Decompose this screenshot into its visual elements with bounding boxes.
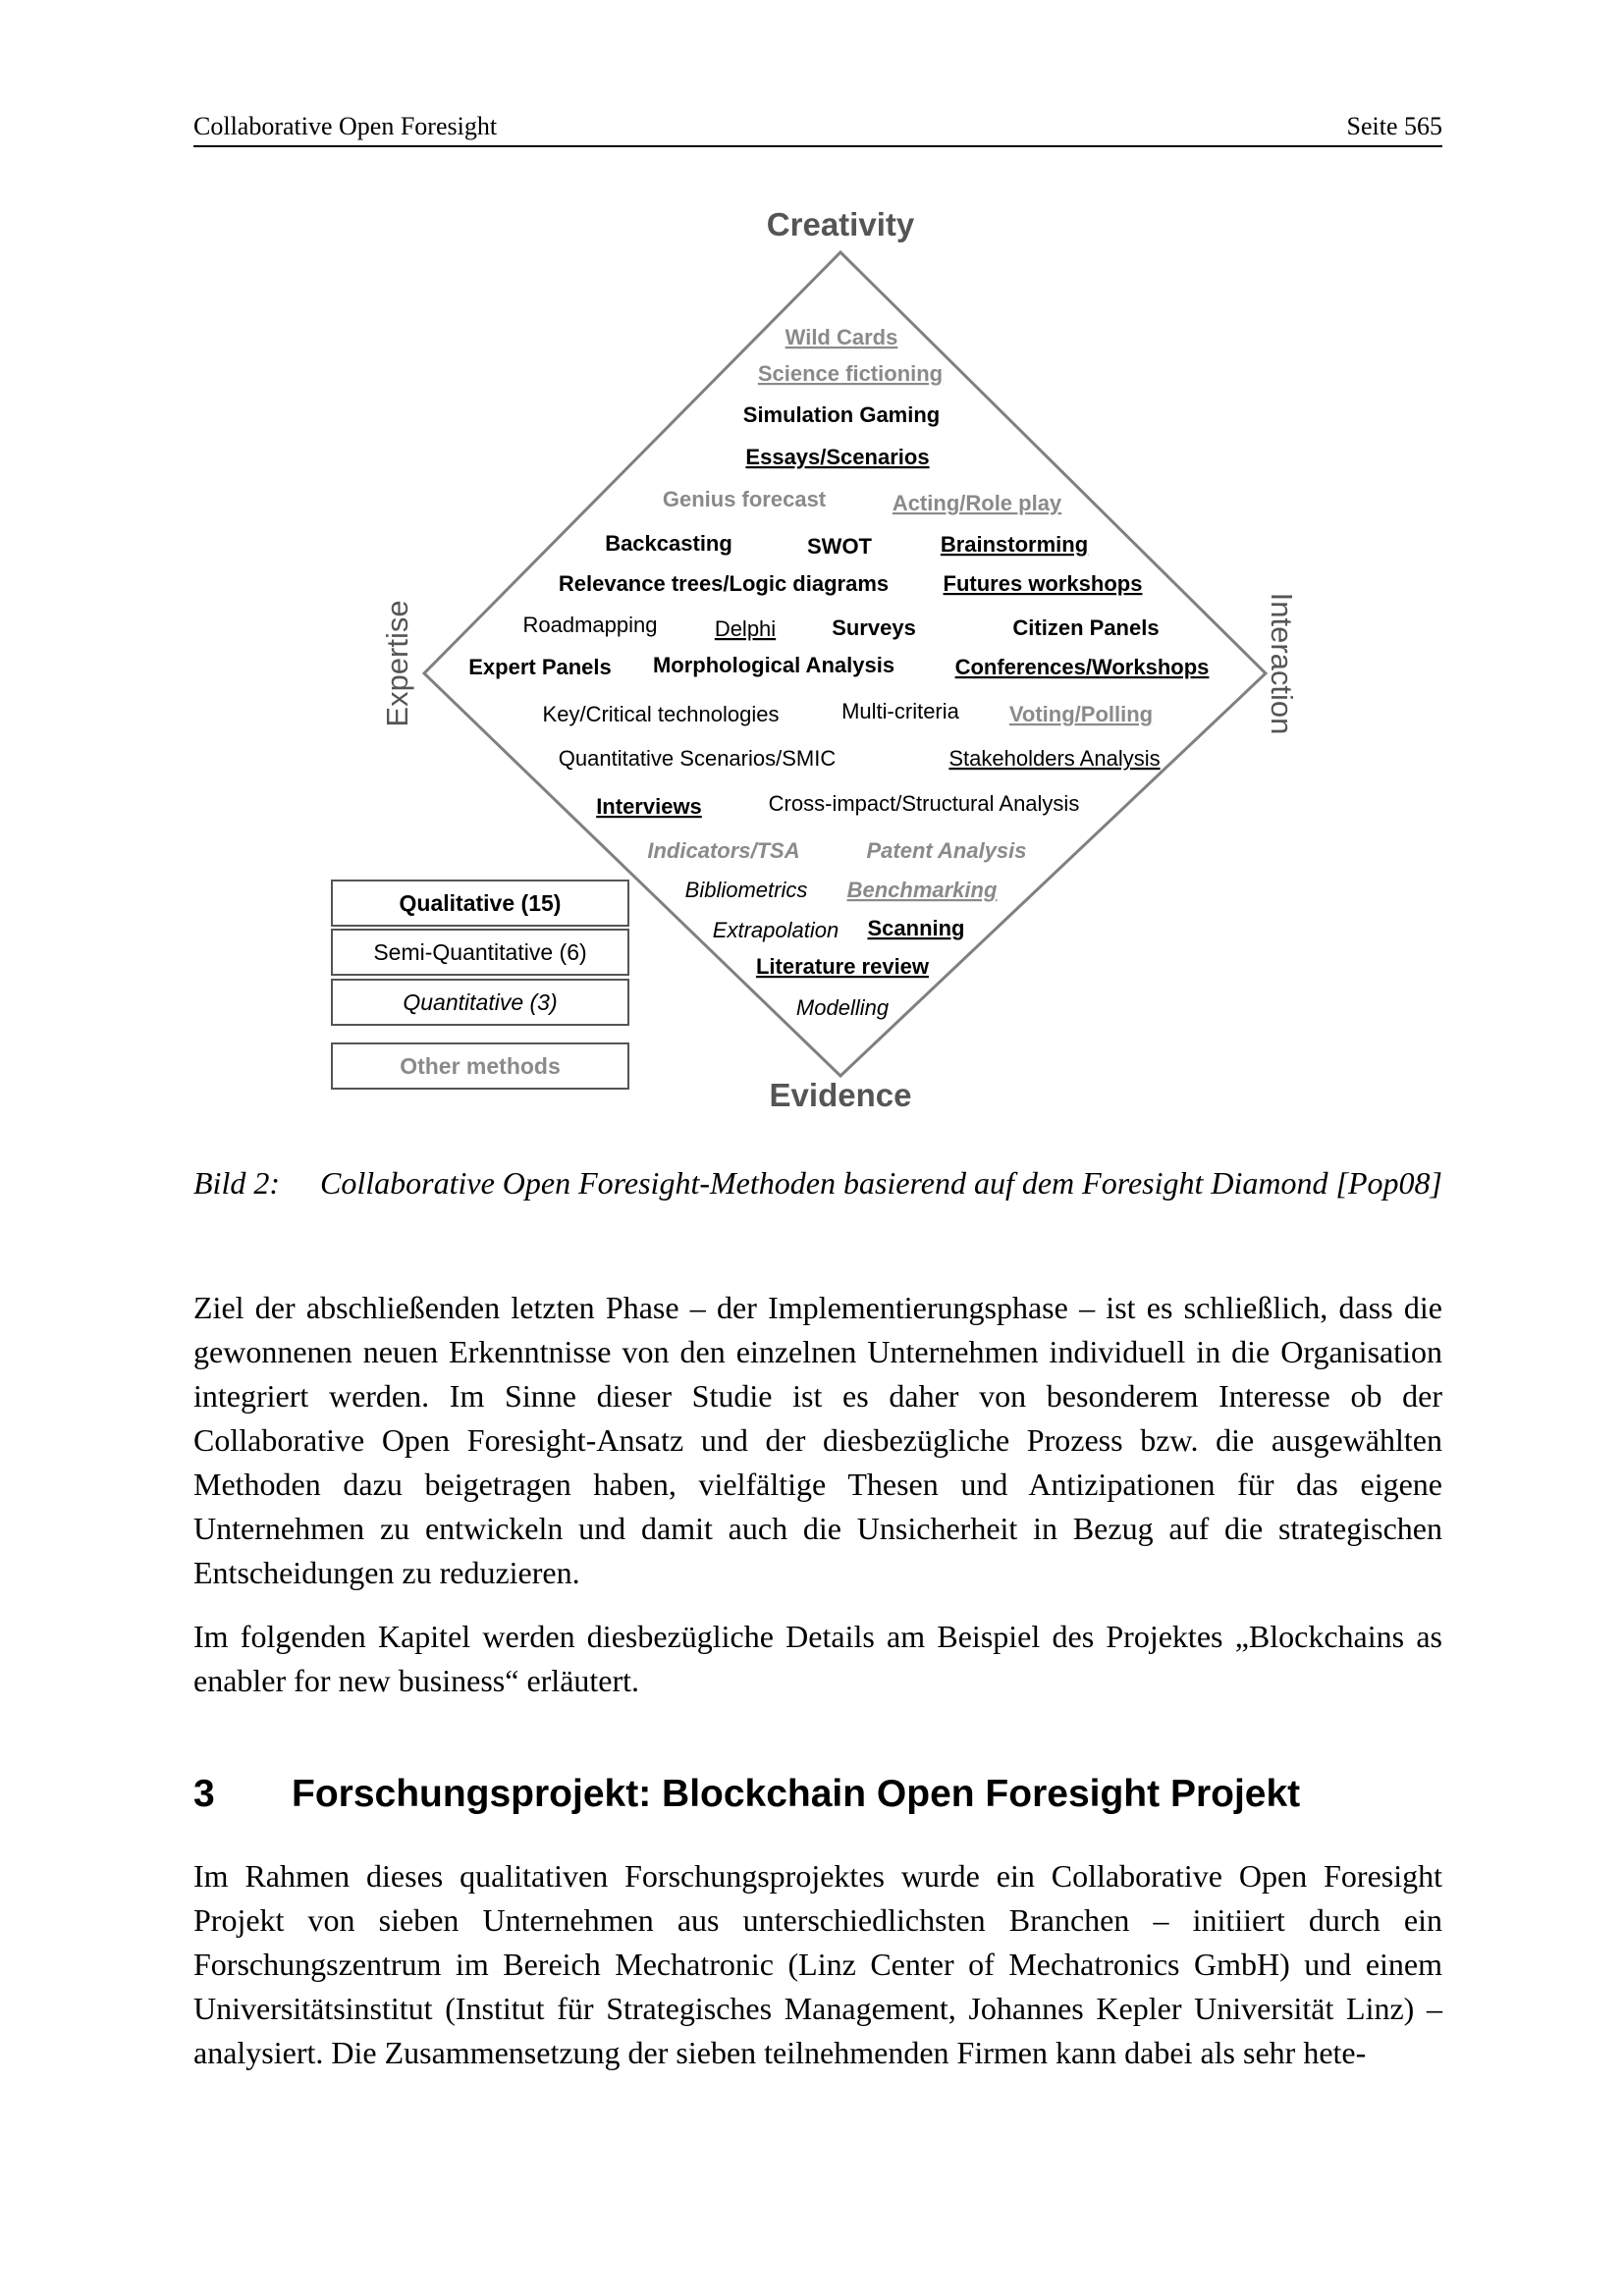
method-genius-forecast: Genius forecast <box>662 487 827 511</box>
method-indicators-tsa: Indicators/TSA <box>647 838 800 863</box>
method-key-critical-technologies: Key/Critical technologies <box>542 702 780 726</box>
figure-caption <box>193 1160 1442 1205</box>
method-modelling: Modelling <box>795 995 890 1020</box>
method-delphi: Delphi <box>714 616 777 641</box>
method-bibliometrics: Bibliometrics <box>684 878 808 902</box>
method-brainstorming: Brainstorming <box>940 532 1089 557</box>
method-benchmarking: Benchmarking <box>846 878 998 902</box>
method-conferences-workshops: Conferences/Workshops <box>954 655 1210 679</box>
section-title: Forschungsprojekt: Blockchain Open Foresight Projekt <box>292 1773 1301 1815</box>
body-paragraph-1: Ziel der abschließenden letzten Phase – der Implementierungsphase – ist es schließlich, dass die gewonnenen neuen Erkenntnisse von den einzelnen Unternehmen individuell in die Organisation integriert werden. Im Sinne dieser Studie ist es daher von besonderem Interesse ob der Collaborative Open Foresight-Ansatz und der diesbezügliche Prozess bzw. die ausgewählten Methoden dazu beigetragen haben, vielfältige Thesen und Antizipationen für das eigene Unternehmen zu entwickeln und damit auch die Unsicherheit in Bezug auf die strategischen Entscheidungen zu reduzieren. <box>193 1290 1442 1590</box>
method-expert-panels: Expert Panels <box>468 655 612 679</box>
method-essays-scenarios: Essays/Scenarios <box>745 445 930 469</box>
method-wild-cards: Wild Cards <box>785 325 898 349</box>
method-futures-workshops: Futures workshops <box>943 571 1143 596</box>
method-relevance-trees: Relevance trees/Logic diagrams <box>558 571 890 596</box>
method-stakeholders-analysis: Stakeholders Analysis <box>948 746 1161 771</box>
method-multi-criteria: Multi-criteria <box>841 699 959 723</box>
foresight-diamond-figure <box>0 187 1624 1129</box>
method-acting-role-play: Acting/Role play <box>892 491 1062 515</box>
method-science-fictioning: Science fictioning <box>757 361 944 386</box>
legend-qualitative: Qualitative (15) <box>399 890 562 916</box>
caption-text: Collaborative Open Foresight-Methoden basierend auf dem Foresight Diamond [Pop08] <box>320 1165 1442 1201</box>
method-literature-review: Literature review <box>755 954 930 979</box>
axis-label-expertise: Expertise <box>380 600 414 727</box>
body-paragraph-3: Im Rahmen dieses qualitativen Forschungsprojektes wurde ein Collaborative Open Foresight Projekt von sieben Unternehmen aus unterschiedlichsten Branchen – initiiert durch ein Forschungszentrum im Bereich Mechatronic (Linz Center of Mechatronics GmbH) und einem Universitätsinstitut (Institut für Strategisches Management, Johannes Kepler Universität Linz) – analysiert. Die Zusammensetzung der sieben teilnehmenden Firmen kann dabei als sehr hete- <box>193 1858 1442 2070</box>
method-quantitative-scenarios: Quantitative Scenarios/SMIC <box>558 746 837 771</box>
method-scanning: Scanning <box>867 916 965 940</box>
method-extrapolation: Extrapolation <box>712 918 839 942</box>
axis-label-evidence: Evidence <box>769 1077 912 1113</box>
legend-quantitative: Quantitative (3) <box>403 989 558 1015</box>
method-patent-analysis: Patent Analysis <box>866 838 1027 863</box>
running-header <box>193 106 1442 147</box>
method-surveys: Surveys <box>832 615 916 640</box>
section-number: 3 <box>193 1773 215 1815</box>
method-voting-polling: Voting/Polling <box>1008 702 1154 726</box>
legend-semi-quantitative: Semi-Quantitative (6) <box>373 939 587 965</box>
method-interviews: Interviews <box>596 794 702 819</box>
axis-label-interaction: Interaction <box>1265 592 1299 735</box>
body-paragraph-2: Im folgenden Kapitel werden diesbezügliche Details am Beispiel des Projektes „Blockchains as enabler for new business“ erläutert. <box>193 1619 1442 1698</box>
legend-other-methods: Other methods <box>400 1053 561 1079</box>
header-page-number: Seite 565 <box>1346 112 1442 140</box>
header-title: Collaborative Open Foresight <box>193 112 498 140</box>
method-citizen-panels: Citizen Panels <box>1012 615 1160 640</box>
method-backcasting: Backcasting <box>605 531 732 556</box>
method-roadmapping: Roadmapping <box>522 613 658 637</box>
legend <box>332 881 628 1089</box>
caption-label: Bild 2: <box>193 1165 280 1201</box>
method-morphological-analysis: Morphological Analysis <box>652 653 895 677</box>
foresight-diamond-svg <box>0 187 1624 1129</box>
axis-label-creativity: Creativity <box>766 206 915 242</box>
method-cross-impact: Cross-impact/Structural Analysis <box>768 791 1080 816</box>
method-simulation-gaming: Simulation Gaming <box>742 402 941 427</box>
method-swot: SWOT <box>807 534 872 559</box>
